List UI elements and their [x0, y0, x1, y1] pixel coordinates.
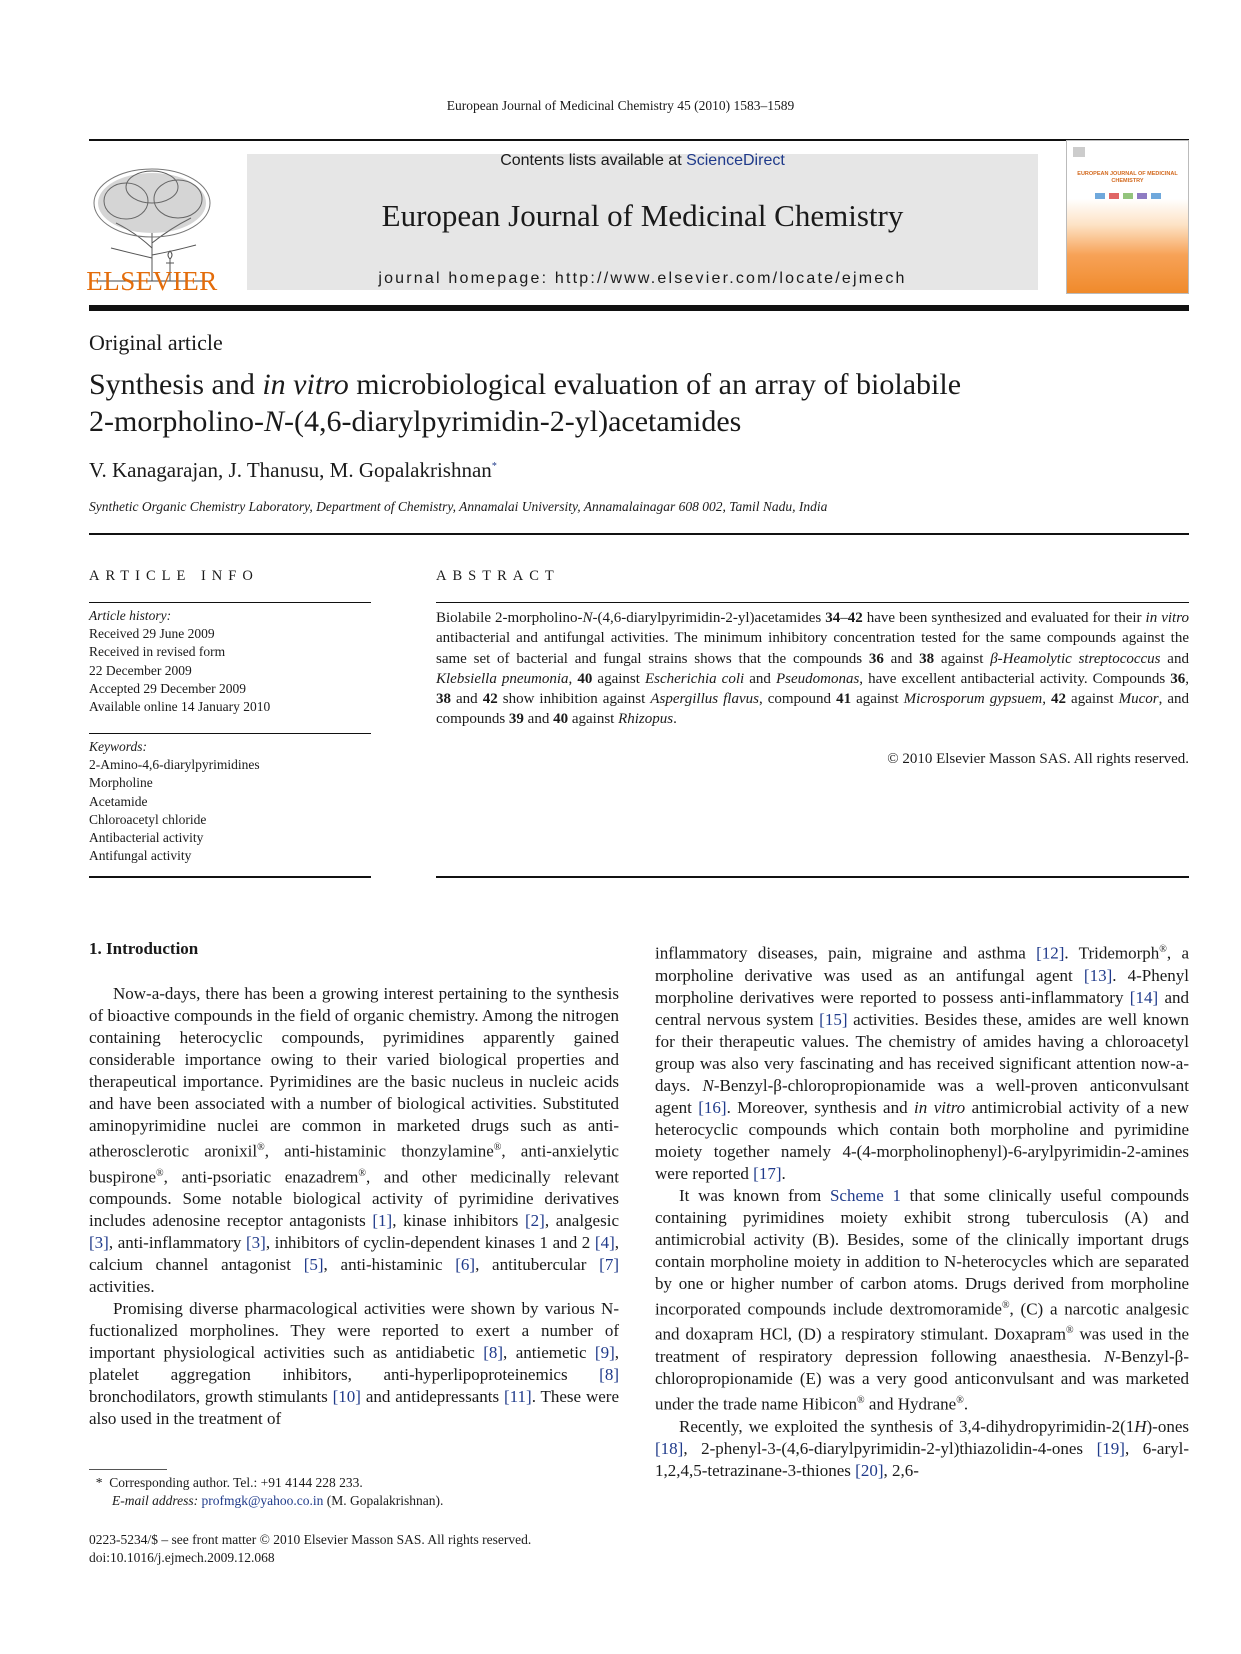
citation-link[interactable]: [7] [599, 1255, 619, 1275]
citation-link[interactable]: [2] [525, 1211, 545, 1231]
keywords-label: Keywords: [89, 739, 147, 754]
doi-line[interactable]: doi:10.1016/j.ejmech.2009.12.068 [89, 1550, 275, 1565]
intro-paragraph-3: It was known from Scheme 1 that some clinically useful compounds containing pyrimidines moiety exhibit strong tuberculosis (A) and antimicrobial activity (B). Besides, some of the clinically important drugs contain morpholine moiety in addition to N-heterocycles which are separated by one or higher number of carbon atoms. Drugs derived from morpholine incorporated compounds include dextromoramide®, (C) a narcotic analgesic and doxapram HCl, (D) a respiratory stimulant. Doxapram® was used in the treatment of respiratory depression following anaesthesia. N-Benzyl-β-chloropropionamide (E) was a very good anticonvulsant and was marketed under the trade name Hibicon® and Hydrane®. [655, 1185, 1190, 1414]
abstract-heading: ABSTRACT [436, 568, 560, 584]
citation-link[interactable]: [8] [599, 1365, 619, 1385]
footnote-rule [89, 1469, 167, 1470]
issn-line: 0223-5234/$ – see front matter © 2010 Elsevier Masson SAS. All rights reserved. [89, 1532, 532, 1547]
affiliation: Synthetic Organic Chemistry Laboratory, Department of Chemistry, Annamalai University, Annamalainagar 608 002, Tamil Nadu, India [89, 499, 828, 514]
header-rule [89, 139, 1189, 141]
sciencedirect-link[interactable]: ScienceDirect [686, 152, 785, 169]
article-title [89, 366, 1189, 440]
citation-link[interactable]: [19] [1096, 1438, 1125, 1458]
citation-link[interactable]: [15] [819, 1009, 848, 1029]
history-item: Accepted 29 December 2009 [89, 680, 247, 696]
intro-paragraph-2-cont: inflammatory diseases, pain, migraine and asthma [12]. Tridemorph®, a morpholine derivative was used as an antifungal agent [13]. 4-Phenyl morpholine derivatives were reported to possess anti-inflammatory [14] and central nervous system [15] activities. Besides these, amides are well known for their therapeutic values. The chemistry of amides having a chloroacetyl group was also very fascinating and has received significant attention now-a-days. N-Benzyl-β-chloropropionamide was a well-proven anticonvulsant agent [16]. Moreover, synthesis and in vitro antimicrobial activity of a new heterocyclic compounds which contain both morpholine and pyrimidine moiety together namely 4-(4-morpholinophenyl)-6-arylpyrimidin-2-amines were reported [17]. [655, 943, 1190, 1183]
authors [89, 458, 497, 483]
info-rule-1 [89, 602, 371, 603]
body-column-left [89, 983, 619, 1430]
history-item: Received in revised form [89, 644, 226, 660]
running-head: European Journal of Medicinal Chemistry 45 (2010) 1583–1589 [446, 98, 795, 113]
corresponding-author-mark[interactable]: * [491, 461, 497, 472]
citation-link[interactable]: [9] [594, 1343, 615, 1363]
keyword: Acetamide [89, 793, 148, 809]
title-rule [89, 533, 1189, 535]
journal-homepage-link[interactable]: journal homepage: http://www.elsevier.com/locate/ejmech [378, 270, 907, 287]
cover-title: EUROPEAN JOURNAL OF MEDICINAL CHEMISTRY [1077, 171, 1178, 184]
footnote: * Corresponding author. Tel.: +91 4144 228 233. E-mail address: profmgk@yahoo.co.in (M. Gopalakrishnan). [89, 1475, 444, 1508]
abstract-rule-2 [436, 876, 1189, 878]
history-label: Article history: [89, 608, 172, 623]
elsevier-wordmark: ELSEVIER [86, 266, 218, 296]
citation-link[interactable]: [12] [1036, 943, 1065, 963]
citation-link[interactable]: [17] [753, 1163, 782, 1183]
citation-link[interactable]: [8] [483, 1343, 504, 1363]
author-list: V. Kanagarajan, J. Thanusu, M. Gopalakrishnan [89, 458, 492, 482]
contents-prefix: Contents lists available at [500, 152, 687, 169]
title-part-1: Synthesis and [89, 368, 263, 401]
journal-name: European Journal of Medicinal Chemistry [381, 198, 904, 233]
history-item: Available online 14 January 2010 [89, 699, 271, 715]
email-link[interactable]: profmgk@yahoo.co.in [201, 1493, 324, 1508]
info-rule-3 [89, 876, 371, 878]
header-thick-rule [89, 305, 1189, 311]
article-history [89, 607, 270, 716]
abstract-copyright: © 2010 Elsevier Masson SAS. All rights reserved. [887, 751, 1189, 767]
body-column-right [655, 939, 1189, 1482]
email-label: E-mail address: [112, 1493, 202, 1508]
citation-link[interactable]: [3] [89, 1233, 109, 1253]
abstract-body: Biolabile 2-morpholino-N-(4,6-diarylpyrimidin-2-yl)acetamides 34–42 have been synthesized and evaluated for their in vitro antibacterial and antifungal activities. The minimum inhibitory concentration tested for the same compounds against the same set of bacterial and fungal strains shows that the compounds 36 and 38 against β-Heamolytic streptococcus and Klebsiella pneumonia, 40 against Escherichia coli and Pseudomonas, have excellent antibacterial activity. Compounds 36, 38 and 42 show inhibition against Aspergillus flavus, compound 41 against Microsporum gypsuem, 42 against Mucor, and compounds 39 and 40 against Rhizopus. [436, 610, 1190, 728]
scheme-link[interactable]: Scheme 1 [829, 1185, 901, 1205]
title-italic: in vitro [262, 368, 349, 401]
intro-paragraph-2: Promising diverse pharmacological activities were shown by various N-fuctionalized morpholines. They were reported to exert a number of important physiological activities such as antidiabetic [8], antiemetic [9], platelet aggregation inhibitors, anti-hyperlipoproteinemics [8] bronchodilators, growth stimulants [10] and antidepressants [11]. These were also used in the treatment of [89, 1299, 619, 1429]
keyword: Antibacterial activity [89, 830, 204, 846]
info-rule-2 [89, 733, 371, 734]
title-line2-a: 2-morpholino- [89, 405, 264, 438]
citation-link[interactable]: [4] [594, 1233, 615, 1253]
article-type: Original article [89, 330, 223, 355]
citation-link[interactable]: [3] [245, 1233, 266, 1253]
email-owner: (M. Gopalakrishnan). [323, 1493, 444, 1508]
keyword: Morpholine [89, 775, 153, 791]
cover-graphic [1067, 141, 1188, 293]
citation-link[interactable]: [10] [332, 1387, 361, 1407]
intro-paragraph-1: Now-a-days, there has been a growing interest pertaining to the synthesis of bioactive compounds in the field of organic chemistry. Among the nitrogen containing heterocyclic compounds, pyrimidines apparently gained considerable importance owing to their varied biological properties and therapeutical importance. Pyrimidines are the basic nucleus in nucleic acids and have been associated with a number of biological activities. Substituted aminopyrimidine nuclei are common in marketed drugs such as anti-atherosclerotic aronixil®, anti-histaminic thonzylamine®, anti-anxielytic buspirone®, anti-psoriatic enazadrem®, and other medicinally relevant compounds. Some notable biological activity of pyrimidine derivatives includes adenosine receptor antagonists [1], kinase inhibitors [2], analgesic [3], anti-inflammatory [3], inhibitors of cyclin-dependent kinases 1 and 2 [4], calcium channel antagonist [5], anti-histaminic [6], antitubercular [7] activities. [89, 984, 619, 1297]
title-line2-b: -(4,6-diarylpyrimidin-2-yl)acetamides [284, 405, 742, 438]
citation-link[interactable]: [11] [503, 1387, 532, 1407]
introduction-heading: 1. Introduction [89, 939, 199, 958]
keywords [89, 738, 260, 865]
abstract-rule-1 [436, 602, 1189, 603]
history-item: Received 29 June 2009 [89, 626, 215, 642]
citation-link[interactable]: [13] [1083, 965, 1113, 985]
intro-paragraph-4: Recently, we exploited the synthesis of 3,4-dihydropyrimidin-2(1H)-ones [18], 2-phenyl-3-(4,6-diarylpyrimidin-2-yl)thiazolidin-4-ones [19], 6-aryl-1,2,4,5-tetrazinane-3-thiones [20], 2,6- [655, 1416, 1189, 1480]
corresponding-author-note: Corresponding author. Tel.: +91 4144 228 233. [109, 1475, 363, 1490]
title-line2-n: N [263, 405, 284, 438]
citation-link[interactable]: [5] [303, 1255, 324, 1275]
citation-link[interactable]: [1] [372, 1211, 393, 1231]
keyword: 2-Amino-4,6-diarylpyrimidines [89, 757, 260, 773]
citation-link[interactable]: [18] [655, 1438, 684, 1458]
contents-line [247, 152, 1038, 170]
front-matter [89, 1531, 531, 1567]
citation-link[interactable]: [20] [855, 1460, 884, 1480]
citation-link[interactable]: [14] [1129, 987, 1159, 1007]
article-info-heading: ARTICLE INFO [89, 568, 259, 584]
keyword: Chloroacetyl chloride [89, 811, 207, 827]
citation-link[interactable]: [6] [455, 1255, 476, 1275]
title-part-2: microbiological evaluation of an array of biolabile [348, 368, 962, 401]
keyword: Antifungal activity [89, 848, 192, 864]
journal-cover-thumbnail [1066, 140, 1189, 294]
citation-link[interactable]: [16] [698, 1097, 727, 1117]
history-item: 22 December 2009 [89, 662, 192, 678]
